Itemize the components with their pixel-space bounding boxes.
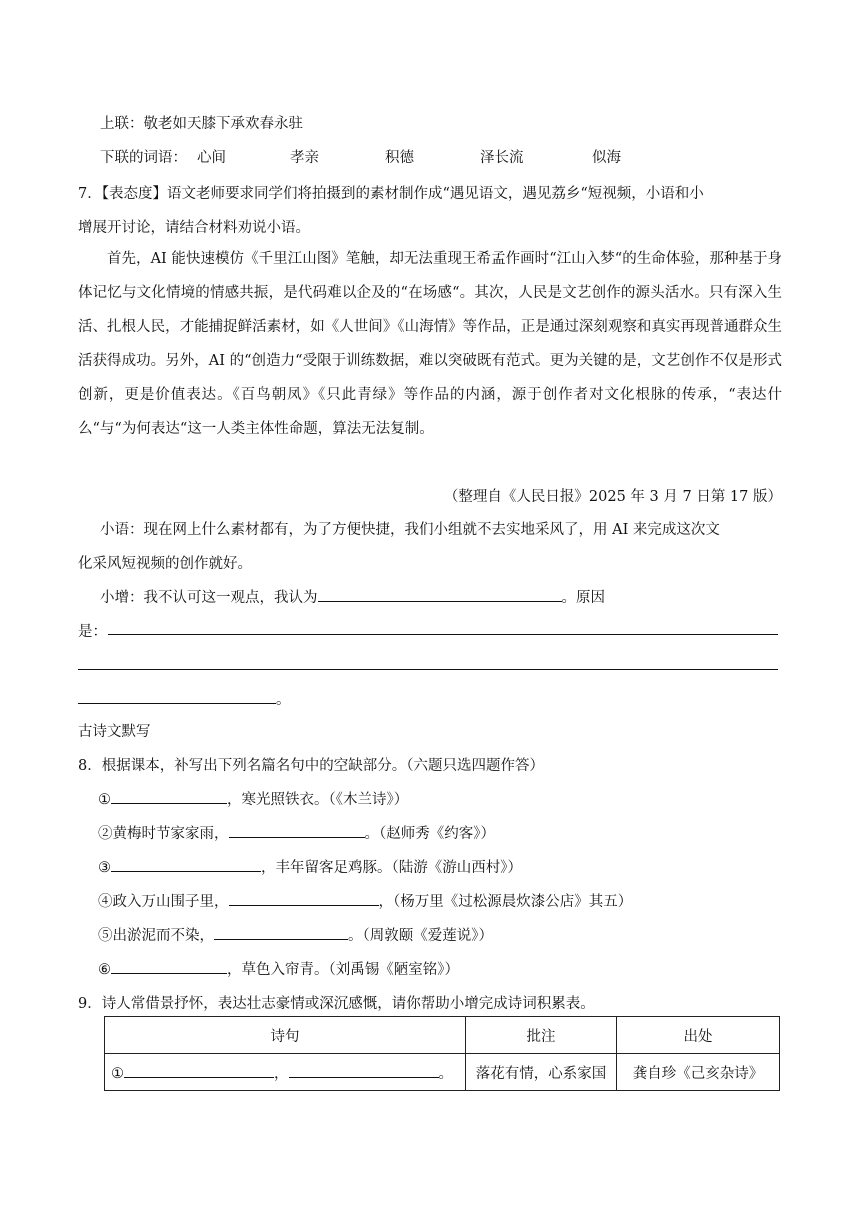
- header-cell: 诗句: [105, 1017, 466, 1054]
- couplet-word: 泽长流: [480, 150, 524, 166]
- item-after: ，寒光照铁衣。（《木兰诗》）: [227, 792, 409, 808]
- q9-heading: 9．诗人常借景抒怀，表达壮志豪情或深沉感慨，请你帮助小增完成诗词积累表。: [78, 996, 595, 1012]
- reason-blank-line-1[interactable]: [108, 634, 778, 635]
- item-number: ②: [98, 826, 113, 842]
- note-cell: 落花有情，心系家国: [466, 1054, 617, 1091]
- xiaoyu-speech-cont: 化采风短视频的创作就好。: [78, 556, 252, 572]
- answer-blank[interactable]: [229, 891, 379, 906]
- q8-item: [98, 890, 632, 911]
- q8-heading: 8．根据课本，补写出下列名篇名句中的空缺部分。（六题只选四题作答）: [78, 758, 544, 774]
- q8-item: [98, 958, 459, 979]
- item-before: 出淤泥而不染，: [112, 928, 214, 944]
- q8-item: [98, 822, 495, 843]
- item-number: ④: [98, 894, 113, 910]
- item-number: ③: [98, 860, 111, 876]
- answer-blank[interactable]: [111, 789, 227, 804]
- xiaozeng-prefix: 小增：我不认可这一观点，我认为: [100, 590, 318, 606]
- poem-table: [104, 1016, 780, 1091]
- answer-blank[interactable]: [111, 857, 261, 872]
- q7-heading-cont: 增展开讨论，请结合材料劝说小语。: [78, 220, 310, 236]
- item-after: 。（周敦颐《爱莲说》）: [348, 928, 493, 944]
- couplet-lower: [100, 146, 187, 167]
- item-after: ，丰年留客足鸡豚。（陆游《游山西村》）: [261, 860, 522, 876]
- reason-blank-line-2[interactable]: [78, 669, 778, 670]
- end-mark: 。: [276, 692, 291, 708]
- table-header-row: [105, 1017, 780, 1054]
- q8-item: [98, 788, 408, 809]
- couplet-word: 心间: [197, 150, 226, 166]
- item-number: ⑥: [98, 962, 111, 978]
- q7-passage: 首先，AI 能快速模仿《千里江山图》笔触，却无法重现王希孟作画时“江山入梦“的生命体验，那种基于身体记忆与文化情境的情感共振，是代码难以企及的“在场感“。其次，人民是文艺创作的源头活水。只有深入生活、扎根人民，才能捕捉鲜活素材，如《人世间》《山海情》等作品，正是通过深刻观察和真实再现普通群众生活获得成功。另外，AI 的“创造力“受限于训练数据，难以突破既有范式。更为关键的是，文艺创作不仅是形式创新，更是价值表达。《百鸟朝凤》《只此青绿》等作品的内涵，源于创作者对文化根脉的传承，“表达什么“与“为何表达“这一人类主体性命题，算法无法复制。: [78, 251, 782, 437]
- item-after: ，草色入帘青。（刘禹锡《陋室铭》）: [227, 962, 459, 978]
- period: 。: [438, 1065, 453, 1082]
- header-cell: 批注: [466, 1017, 617, 1054]
- reason-blank-line-3: [78, 688, 291, 709]
- answer-blank[interactable]: [214, 925, 348, 940]
- reason-tail: 。原因: [561, 590, 605, 606]
- item-number: ①: [98, 792, 111, 808]
- item-number: ①: [111, 1065, 124, 1082]
- q8-item: [98, 924, 493, 945]
- answer-blank[interactable]: [289, 1063, 439, 1078]
- item-number: ⑤: [98, 928, 113, 944]
- couplet-upper: 上联：敬老如天膝下承欢春永驻: [100, 116, 303, 132]
- source-cell: 龚自珍《己亥杂诗》: [617, 1054, 780, 1091]
- couplet-word: 似海: [592, 150, 621, 166]
- q8-item: [98, 856, 522, 877]
- section-title: 古诗文默写: [78, 724, 151, 740]
- q7-heading: 7．【表态度】语文老师要求同学们将拍摄到的素材制作成“遇见语文，遇见荔乡“短视频，小语和小: [78, 186, 704, 202]
- item-before: 黄梅时节家家雨，: [112, 826, 229, 842]
- item-after: 。（赵师秀《约客》）: [364, 826, 495, 842]
- xiaoyu-speech: 小语：现在网上什么素材都有，为了方便快捷，我们小组就不去实地采风了，用 AI 来完成这次文: [100, 522, 720, 538]
- answer-blank[interactable]: [124, 1063, 274, 1078]
- header-cell: 出处: [617, 1017, 780, 1054]
- couplet-lower-label: 下联的词语：: [100, 150, 187, 166]
- item-before: 政入万山围子里，: [112, 894, 229, 910]
- item-after: ，（杨万里《过松源晨炊漆公店》其五）: [378, 894, 633, 910]
- opinion-blank[interactable]: [318, 587, 562, 602]
- table-row: [105, 1054, 780, 1091]
- reason-label: 是：: [78, 624, 107, 640]
- poem-cell: [105, 1054, 466, 1091]
- answer-blank[interactable]: [111, 959, 227, 974]
- reason-blank-end[interactable]: [78, 689, 276, 704]
- couplet-word: 积德: [385, 150, 414, 166]
- answer-blank[interactable]: [229, 823, 365, 838]
- comma: ，: [274, 1065, 289, 1082]
- couplet-word: 孝亲: [290, 150, 319, 166]
- xiaozeng-speech: [100, 586, 605, 607]
- q7-source: （整理自《人民日报》2025 年 3 月 7 日第 17 版）: [443, 489, 782, 505]
